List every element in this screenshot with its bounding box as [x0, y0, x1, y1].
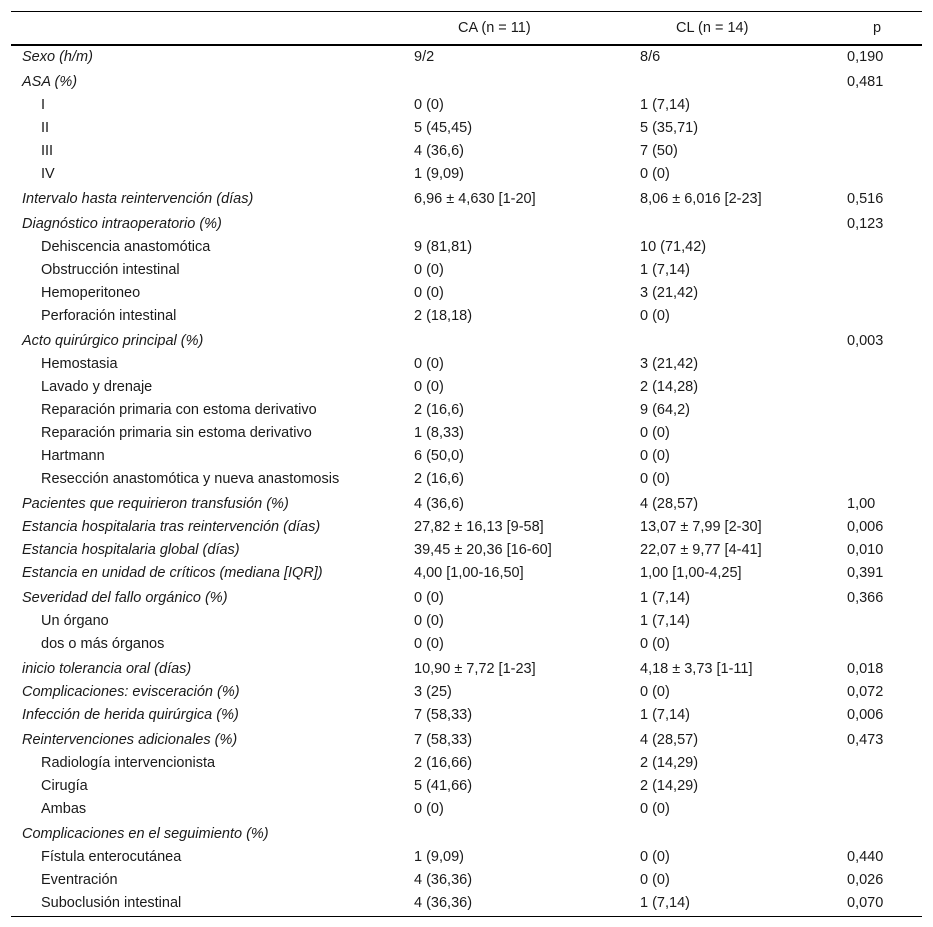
table-row	[11, 585, 922, 610]
table-body	[11, 46, 922, 917]
table-row	[11, 516, 922, 539]
table-row	[11, 656, 922, 681]
cell-ca: 0 (0)	[414, 285, 444, 301]
row-label: Resección anastomótica y nueva anastomosis	[41, 471, 340, 487]
row-label: IV	[41, 166, 55, 182]
cell-cl: 0 (0)	[640, 308, 670, 324]
cell-cl: 1 (7,14)	[640, 895, 690, 911]
row-label: Ambas	[41, 801, 87, 817]
row-label: Infección de herida quirúrgica (%)	[22, 707, 239, 723]
row-label: Hemoperitoneo	[41, 285, 141, 301]
row-label: Estancia en unidad de críticos (mediana [IQR])	[22, 565, 323, 581]
cell-p: 0,391	[847, 565, 884, 581]
header-ca: CA (n = 11)	[458, 20, 531, 36]
row-label: Diagnóstico intraoperatorio (%)	[22, 216, 222, 232]
results-table	[11, 11, 922, 917]
table-row	[11, 422, 922, 445]
cell-ca: 0 (0)	[414, 356, 444, 372]
cell-cl: 4 (28,57)	[640, 732, 699, 748]
table-row	[11, 821, 922, 846]
cell-ca: 0 (0)	[414, 590, 444, 606]
cell-cl: 2 (14,29)	[640, 755, 699, 771]
cell-p: 0,072	[847, 684, 884, 700]
row-label: II	[41, 120, 50, 136]
table-row	[11, 445, 922, 468]
table-row	[11, 892, 922, 917]
row-label: Cirugía	[41, 778, 88, 794]
cell-cl: 22,07 ± 9,77 [4-41]	[640, 542, 762, 558]
cell-p: 0,516	[847, 191, 884, 207]
row-label: Reparación primaria sin estoma derivativo	[41, 425, 312, 441]
row-label: Reintervenciones adicionales (%)	[22, 732, 238, 748]
row-label: inicio tolerancia oral (días)	[22, 661, 192, 677]
cell-cl: 4 (28,57)	[640, 496, 699, 512]
cell-ca: 9 (81,81)	[414, 239, 473, 255]
cell-ca: 0 (0)	[414, 379, 444, 395]
cell-ca: 1 (8,33)	[414, 425, 464, 441]
row-label: Reparación primaria con estoma derivativo	[41, 402, 317, 418]
cell-ca: 4,00 [1,00-16,50]	[414, 565, 524, 581]
cell-p: 0,123	[847, 216, 884, 232]
table-row	[11, 211, 922, 236]
table-row	[11, 282, 922, 305]
cell-ca: 2 (18,18)	[414, 308, 473, 324]
cell-ca: 4 (36,6)	[414, 496, 464, 512]
row-label: Lavado y drenaje	[41, 379, 153, 395]
cell-ca: 1 (9,09)	[414, 166, 464, 182]
cell-cl: 2 (14,29)	[640, 778, 699, 794]
cell-p: 0,006	[847, 519, 884, 535]
row-label: Un órgano	[41, 613, 109, 629]
cell-p: 0,018	[847, 661, 884, 677]
cell-ca: 4 (36,36)	[414, 872, 473, 888]
cell-p: 0,366	[847, 590, 884, 606]
row-label: Intervalo hasta reintervención (días)	[22, 191, 254, 207]
table-row	[11, 186, 922, 211]
cell-cl: 0 (0)	[640, 872, 670, 888]
cell-p: 0,006	[847, 707, 884, 723]
cell-p: 0,473	[847, 732, 884, 748]
table-row	[11, 468, 922, 491]
table-row	[11, 259, 922, 282]
cell-p: 0,010	[847, 542, 884, 558]
table-row	[11, 704, 922, 727]
cell-p: 0,070	[847, 895, 884, 911]
table-row	[11, 163, 922, 186]
table-row	[11, 353, 922, 376]
cell-ca: 0 (0)	[414, 636, 444, 652]
cell-ca: 2 (16,66)	[414, 755, 473, 771]
cell-ca: 4 (36,36)	[414, 895, 473, 911]
table-row	[11, 798, 922, 821]
row-label: Complicaciones: evisceración (%)	[22, 684, 240, 700]
table-row	[11, 399, 922, 422]
cell-ca: 2 (16,6)	[414, 471, 464, 487]
row-label: III	[41, 143, 54, 159]
row-label: Estancia hospitalaria global (días)	[22, 542, 240, 558]
cell-ca: 2 (16,6)	[414, 402, 464, 418]
cell-p: 0,190	[847, 49, 884, 65]
table-row	[11, 610, 922, 633]
cell-cl: 0 (0)	[640, 636, 670, 652]
row-label: Hartmann	[41, 448, 105, 464]
table-row	[11, 69, 922, 94]
row-label: Fístula enterocutánea	[41, 849, 182, 865]
row-label: Eventración	[41, 872, 118, 888]
row-label: Suboclusión intestinal	[41, 895, 182, 911]
cell-cl: 1 (7,14)	[640, 613, 690, 629]
cell-ca: 4 (36,6)	[414, 143, 464, 159]
cell-cl: 1 (7,14)	[640, 590, 690, 606]
cell-cl: 1 (7,14)	[640, 262, 690, 278]
table-row	[11, 236, 922, 259]
row-label: Radiología intervencionista	[41, 755, 216, 771]
cell-cl: 8,06 ± 6,016 [2-23]	[640, 191, 762, 207]
table-row	[11, 140, 922, 163]
cell-ca: 7 (58,33)	[414, 732, 473, 748]
cell-ca: 7 (58,33)	[414, 707, 473, 723]
row-label: ASA (%)	[22, 74, 78, 90]
table-row	[11, 117, 922, 140]
cell-cl: 0 (0)	[640, 166, 670, 182]
table-row	[11, 305, 922, 328]
table-row	[11, 328, 922, 353]
table-row	[11, 562, 922, 585]
cell-cl: 9 (64,2)	[640, 402, 690, 418]
row-label: I	[41, 97, 46, 113]
table-row	[11, 376, 922, 399]
cell-ca: 0 (0)	[414, 801, 444, 817]
table-row	[11, 539, 922, 562]
row-label: Obstrucción intestinal	[41, 262, 180, 278]
cell-cl: 10 (71,42)	[640, 239, 707, 255]
cell-cl: 0 (0)	[640, 471, 670, 487]
cell-cl: 1 (7,14)	[640, 97, 690, 113]
row-label: Sexo (h/m)	[22, 49, 93, 65]
header-p: p	[873, 20, 882, 36]
cell-cl: 5 (35,71)	[640, 120, 699, 136]
table-row	[11, 869, 922, 892]
cell-p: 0,440	[847, 849, 884, 865]
row-label: Pacientes que requirieron transfusión (%)	[22, 496, 289, 512]
cell-p: 0,481	[847, 74, 884, 90]
cell-cl: 4,18 ± 3,73 [1-11]	[640, 661, 753, 677]
table-row	[11, 846, 922, 869]
cell-ca: 3 (25)	[414, 684, 452, 700]
table-row	[11, 491, 922, 516]
cell-ca: 9/2	[414, 49, 435, 65]
cell-cl: 0 (0)	[640, 849, 670, 865]
row-label: Estancia hospitalaria tras reintervención (días)	[22, 519, 321, 535]
cell-cl: 1,00 [1,00-4,25]	[640, 565, 742, 581]
cell-cl: 3 (21,42)	[640, 356, 699, 372]
cell-ca: 0 (0)	[414, 613, 444, 629]
cell-ca: 1 (9,09)	[414, 849, 464, 865]
table-row	[11, 46, 922, 69]
table-header	[11, 11, 922, 46]
cell-cl: 0 (0)	[640, 425, 670, 441]
table-row	[11, 681, 922, 704]
table-row	[11, 727, 922, 752]
row-label: Acto quirúrgico principal (%)	[22, 333, 204, 349]
cell-cl: 7 (50)	[640, 143, 678, 159]
cell-ca: 0 (0)	[414, 262, 444, 278]
header-cl: CL (n = 14)	[676, 20, 749, 36]
row-label: Hemostasia	[41, 356, 118, 372]
cell-ca: 5 (41,66)	[414, 778, 473, 794]
row-label: Complicaciones en el seguimiento (%)	[22, 826, 269, 842]
cell-ca: 10,90 ± 7,72 [1-23]	[414, 661, 536, 677]
row-label: Perforación intestinal	[41, 308, 177, 324]
row-label: Severidad del fallo orgánico (%)	[22, 590, 228, 606]
cell-cl: 1 (7,14)	[640, 707, 690, 723]
cell-cl: 3 (21,42)	[640, 285, 699, 301]
cell-p: 0,026	[847, 872, 884, 888]
table-row	[11, 752, 922, 775]
cell-cl: 2 (14,28)	[640, 379, 699, 395]
table-row	[11, 633, 922, 656]
cell-ca: 27,82 ± 16,13 [9-58]	[414, 519, 544, 535]
row-label: Dehiscencia anastomótica	[41, 239, 211, 255]
cell-cl: 0 (0)	[640, 684, 670, 700]
row-label: dos o más órganos	[41, 636, 165, 652]
cell-ca: 5 (45,45)	[414, 120, 473, 136]
cell-ca: 6 (50,0)	[414, 448, 464, 464]
cell-ca: 0 (0)	[414, 97, 444, 113]
cell-ca: 39,45 ± 20,36 [16-60]	[414, 542, 552, 558]
table-row	[11, 775, 922, 798]
table-row	[11, 94, 922, 117]
cell-cl: 0 (0)	[640, 801, 670, 817]
cell-p: 0,003	[847, 333, 884, 349]
cell-cl: 8/6	[640, 49, 661, 65]
cell-cl: 0 (0)	[640, 448, 670, 464]
cell-ca: 6,96 ± 4,630 [1-20]	[414, 191, 536, 207]
cell-p: 1,00	[847, 496, 876, 512]
cell-cl: 13,07 ± 7,99 [2-30]	[640, 519, 762, 535]
